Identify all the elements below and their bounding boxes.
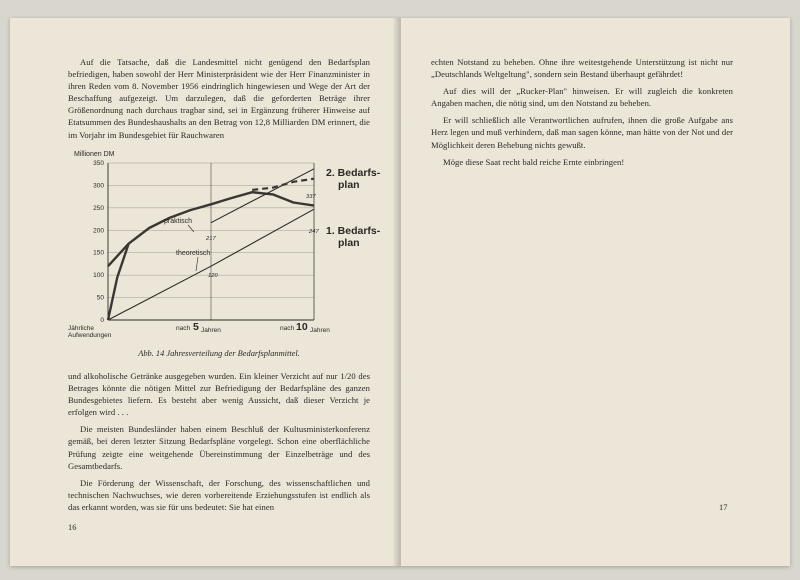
- x-start-label-2: Aufwendungen: [68, 332, 112, 339]
- left-text-bottom: [68, 370, 370, 518]
- right-page: [401, 18, 790, 566]
- paragraph: Er will schließlich alle Verantwortlichen aufrufen, ihnen die große Aufgabe ans Herz legen und muß verhindern, daß man sagen könne, man hätte von der Not und der Möglichkeit deren Behebung nichts gewußt.: [431, 115, 733, 150]
- y-tick-label: 200: [93, 227, 104, 235]
- value-label-217: 217: [206, 236, 216, 242]
- page-number-right: 17: [719, 503, 728, 512]
- paragraph: und alkoholische Getränke ausgegeben wurden. Ein kleiner Verzicht auf nur 1/20 des Betrages könnte die nötigen Mittel zur Befriedigung der Bedarfspläne des ganzen Bundesgebietes liefern. Es besteht aber wenig Aussicht, daß dieser Verzicht je erfolgen wird . . .: [68, 371, 370, 418]
- label-theoretisch: theoretisch: [176, 250, 211, 257]
- paragraph: Die meisten Bundesländer haben einem Beschluß der Kultusministerkonferenz gemäß, bei deren letzter Sitzung Bedarfspläne vorgelegt. Schon eine oberflächliche Prüfung zeigte eine weitgehende Übereinstimmung der Einzelbeträge und des Gesamtbedarfs.: [68, 424, 370, 471]
- y-axis-label: Millionen DM: [74, 151, 115, 158]
- book-spread: [10, 18, 790, 566]
- x-start-label-1: Jährliche: [68, 325, 95, 332]
- right-text: [431, 56, 733, 173]
- chart-y-ticks: [93, 160, 104, 324]
- x-end-number: 10: [296, 321, 308, 333]
- y-tick-label: 150: [93, 249, 104, 257]
- y-tick-label: 300: [93, 182, 104, 190]
- plan2-label-1: 2. Bedarfs-: [326, 167, 381, 179]
- paragraph: Auf dies will der „Rucker-Plan" hinweisen. Er will zugleich die konkreten Angaben machen, die nötig sind, um den Notstand zu beheben.: [431, 86, 733, 109]
- x-mid-prefix: nach: [176, 325, 191, 332]
- label-praktisch: praktisch: [164, 218, 193, 225]
- series-line-2: [211, 169, 314, 223]
- left-text-top: [68, 56, 370, 146]
- y-tick-label: 0: [100, 317, 104, 324]
- pointer-praktisch: [188, 225, 194, 232]
- x-mid-suffix: Jahren: [201, 327, 221, 334]
- plan1-label-2: plan: [338, 237, 360, 249]
- left-page: [10, 18, 399, 566]
- y-tick-label: 350: [93, 160, 104, 167]
- value-label-247: 247: [309, 229, 319, 235]
- y-tick-label: 50: [96, 294, 104, 302]
- page-number-left: 16: [68, 523, 77, 532]
- paragraph: Die Förderung der Wissenschaft, der Forschung, des wissenschaftlichen und technischen Nachwuchses, wie deren vorbereitende Erziehungsstufen ist endlich als das erkannt worden, was sie für uns bedeutet: Sie hat einen: [68, 477, 370, 512]
- value-label-337: 337: [306, 194, 316, 200]
- paragraph: Möge diese Saat recht bald reiche Ernte einbringen!: [443, 156, 625, 167]
- value-label-120: 120: [208, 273, 218, 279]
- plan1-label-1: 1. Bedarfs-: [326, 225, 381, 237]
- y-tick-label: 100: [93, 272, 104, 280]
- series-line-3: [252, 179, 314, 190]
- paragraph: echten Notstand zu beheben. Ohne ihre weitestgehende Unterstützung ist nicht nur „Deutschlands Weltgeltung", sondern sein Bestand überhaupt gefährdet!: [431, 57, 733, 80]
- x-mid-number: 5: [193, 321, 199, 333]
- figure-caption: Abb. 14 Jahresverteilung der Bedarfsplanmittel.: [138, 349, 300, 358]
- pointer-theoretisch: [196, 257, 198, 271]
- budget-chart: [68, 146, 388, 346]
- y-tick-label: 250: [93, 204, 104, 212]
- x-end-prefix: nach: [280, 325, 295, 332]
- plan2-label-2: plan: [338, 179, 360, 191]
- x-end-suffix: Jahren: [310, 327, 330, 334]
- paragraph: Auf die Tatsache, daß die Landesmittel nicht genügend den Bedarfsplan befriedigen, haben sowohl der Herr Ministerpräsident wie der Herr Finanzminister in ihren Reden vom 8. November 1956 eindringlich hingewiesen und Wege der Art der Beschaffung aufgezeigt. Um darzulegen, daß die geforderten Beträge ihrer Größenordnung nach durchaus tragbar sind, sei in Ergänzung früherer Hinweise auf Etatsummen des Bundeshaushalts an den Betrag von 12,8 Milliarden DM erinnert, die im Vorjahr im Bundesgebiet für Rauchwaren: [68, 57, 370, 140]
